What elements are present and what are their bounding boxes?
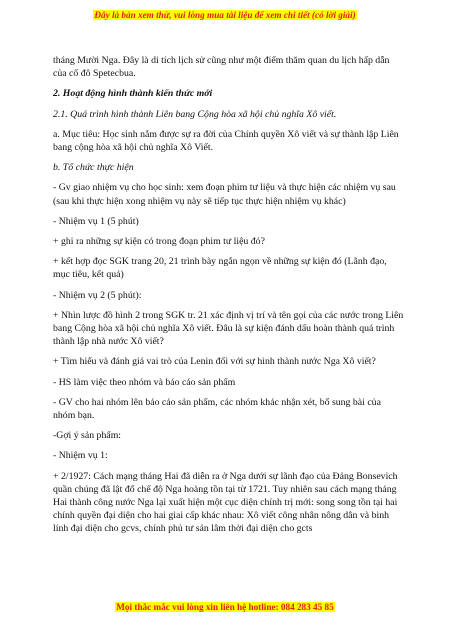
subsection-label: b. Tổ chức thực hiện (53, 162, 134, 174)
paragraph: + ghi ra những sự kiện có trong đoạn phim tư liệu đó? (53, 236, 265, 248)
paragraph: - Nhiệm vụ 1: (53, 450, 108, 462)
paragraph: -Gợi ý sản phẩm: (53, 430, 122, 442)
paragraph: a. Mục tiêu: Học sinh nắm được sự ra đời của Chính quyền Xô viết và sự thành lập Liên bang cộng hòa xã hội chủ nghĩa Xô Viết. (53, 128, 399, 154)
paragraph: - HS làm việc theo nhóm và báo cáo sản phẩm (53, 376, 236, 388)
preview-banner (0, 10, 450, 20)
paragraph: tháng Mười Nga. Đây là di tích lịch sử cũng như một điểm thăm quan du lịch hấp dẫn của cố đô Spetecbua. (53, 55, 390, 80)
paragraph: + Nhìn lược đồ hình 2 trong SGK tr. 21 xác định vị trí và tên gọi của các nước trong Liên bang Cộng hòa xã hội chủ nghĩa Xô viết. Đâu là sự kiện đánh dấu hoàn thành quá trình thành lập nhà nước Xô viết? (53, 309, 404, 348)
paragraph: - GV cho hai nhóm lên báo cáo sản phẩm, các nhóm khác nhận xét, bổ sung bài của nhóm bạn. (53, 396, 381, 422)
preview-banner-text: Đây là bản xem thử, vui lòng mua tài liệu để xem chi tiết (có lời giải) (94, 10, 356, 20)
document-body (53, 54, 405, 543)
hotline-text: Mọi thắc mắc vui lòng xin liên hệ hotline: 084 283 45 85 (116, 602, 334, 612)
section-heading: 2. Hoạt động hình thành kiến thức mới (53, 88, 213, 100)
paragraph: - Nhiệm vụ 1 (5 phút) (53, 215, 139, 227)
paragraph: + 2/1927: Cách mạng tháng Hai đã diễn ra ở Nga dưới sự lãnh đạo của Đảng Bonsevich quần chúng đã lật đổ chế độ Nga hoàng tồn tại từ 1721. Tuy nhiên sau cách mạng tháng Hai thành công nước Nga lại xuất hiện một cục diện chính trị mới: song song tồn tại hai chính quyền đại diện cho hai giai cấp khác nhau: Xô viết công nhân nông dân và binh lính đại diện cho gcvs, chính phủ tư sản lâm thời đại diện cho gcts (53, 470, 398, 535)
hotline-footer (0, 602, 450, 612)
paragraph: - Nhiệm vụ 2 (5 phút): (53, 289, 142, 301)
subsection-heading: 2.1. Quá trình hình thành Liên bang Cộng hòa xã hội chủ nghĩa Xô viết. (53, 108, 337, 120)
paragraph: + kết hợp đọc SGK trang 20, 21 trình bày ngắn ngọn về những sự kiện đó (Lãnh đạo, mục tiêu, kết quả) (53, 256, 387, 281)
paragraph: + Tìm hiểu và đánh giá vai trò của Lenin đối với sự hình thành nước Nga Xô viết? (53, 356, 376, 368)
paragraph: - Gv giao nhiệm vụ cho học sinh: xem đoạn phim tư liệu và thực hiện các nhiệm vụ sau (sau khi thực hiện xong nhiệm vụ này sẽ tiếp tục thực hiện nhiệm vụ khác) (53, 182, 396, 207)
